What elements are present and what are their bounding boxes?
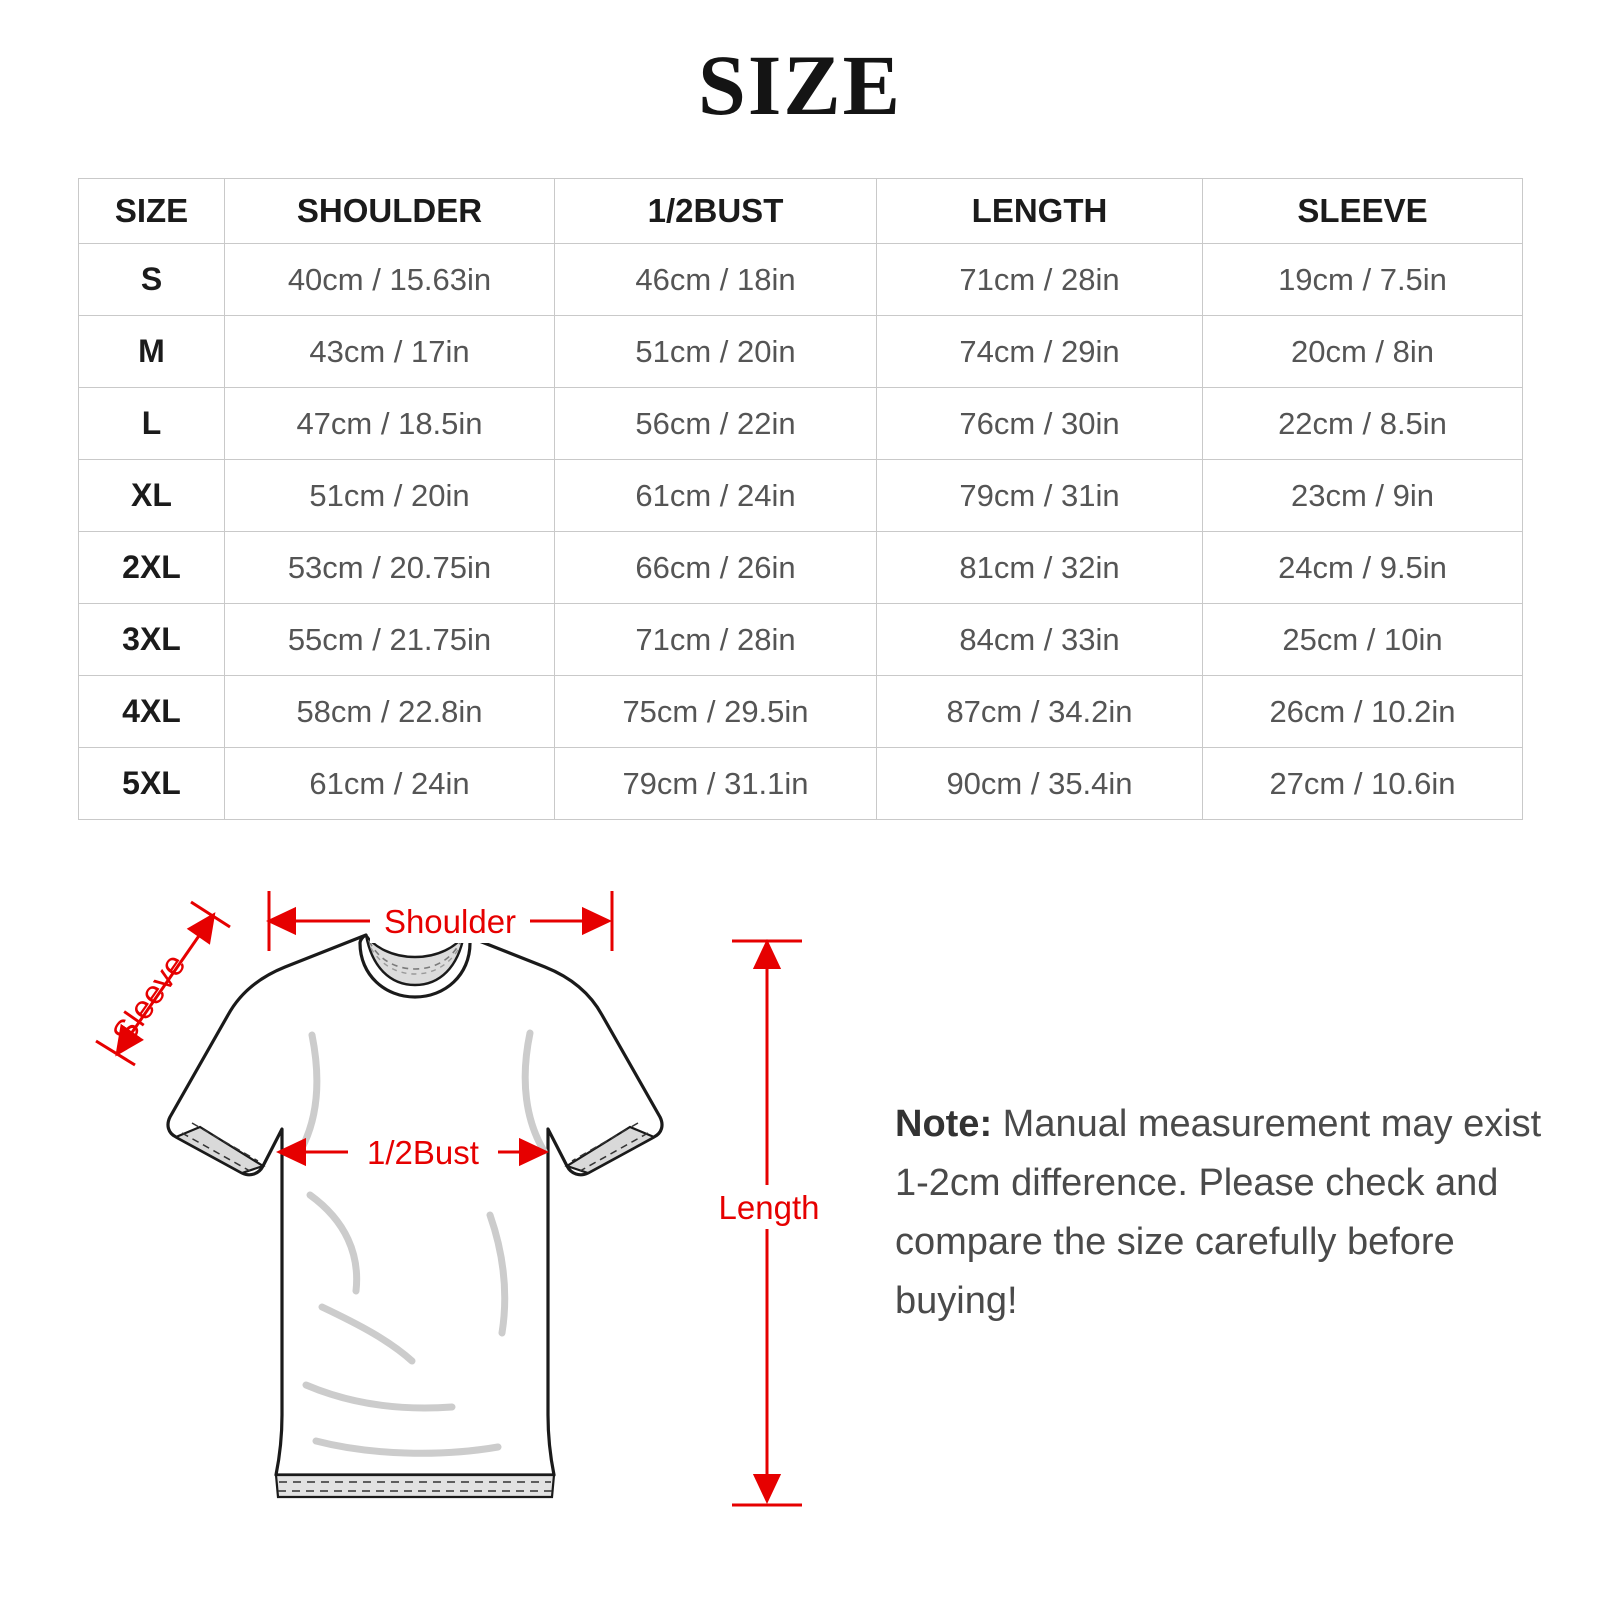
table-header-row — [79, 179, 1523, 244]
cell-size: L — [79, 388, 225, 460]
cell-size: 4XL — [79, 676, 225, 748]
cell-length: 81cm / 32in — [877, 532, 1203, 604]
tshirt-illustration — [168, 935, 662, 1497]
cell-size: 3XL — [79, 604, 225, 676]
length-measurement-annotation — [708, 941, 830, 1505]
cell-bust: 46cm / 18in — [555, 244, 877, 316]
cell-length: 79cm / 31in — [877, 460, 1203, 532]
cell-shoulder: 51cm / 20in — [225, 460, 555, 532]
note-label: Note: — [895, 1103, 993, 1145]
table-row — [79, 748, 1523, 820]
cell-bust: 79cm / 31.1in — [555, 748, 877, 820]
cell-bust: 51cm / 20in — [555, 316, 877, 388]
column-header-sleeve: SLEEVE — [1203, 179, 1523, 244]
cell-shoulder: 58cm / 22.8in — [225, 676, 555, 748]
cell-shoulder: 43cm / 17in — [225, 316, 555, 388]
cell-shoulder: 40cm / 15.63in — [225, 244, 555, 316]
cell-sleeve: 22cm / 8.5in — [1203, 388, 1523, 460]
cell-size: XL — [79, 460, 225, 532]
shoulder-measurement-annotation — [269, 891, 612, 951]
note-text — [895, 1095, 1555, 1331]
cell-sleeve: 26cm / 10.2in — [1203, 676, 1523, 748]
cell-size: M — [79, 316, 225, 388]
sleeve-label: Sleeve — [104, 946, 193, 1051]
shoulder-label: Shoulder — [383, 903, 517, 940]
cell-sleeve: 19cm / 7.5in — [1203, 244, 1523, 316]
column-header-bust: 1/2BUST — [555, 179, 877, 244]
table-row — [79, 532, 1523, 604]
cell-sleeve: 24cm / 9.5in — [1203, 532, 1523, 604]
cell-bust: 75cm / 29.5in — [555, 676, 877, 748]
cell-shoulder: 55cm / 21.75in — [225, 604, 555, 676]
cell-shoulder: 47cm / 18.5in — [225, 388, 555, 460]
length-label: Length — [718, 1189, 820, 1226]
table-row — [79, 316, 1523, 388]
cell-length: 87cm / 34.2in — [877, 676, 1203, 748]
table-row — [79, 244, 1523, 316]
cell-length: 71cm / 28in — [877, 244, 1203, 316]
table-row — [79, 604, 1523, 676]
cell-sleeve: 27cm / 10.6in — [1203, 748, 1523, 820]
tshirt-measurement-diagram — [60, 855, 860, 1555]
column-header-shoulder: SHOULDER — [225, 179, 555, 244]
cell-length: 90cm / 35.4in — [877, 748, 1203, 820]
cell-length: 84cm / 33in — [877, 604, 1203, 676]
column-header-length: LENGTH — [877, 179, 1203, 244]
note-body: Manual measurement may exist 1-2cm difference. Please check and compare the size carefully before buying! — [895, 1103, 1542, 1322]
cell-size: S — [79, 244, 225, 316]
cell-sleeve: 25cm / 10in — [1203, 604, 1523, 676]
table-row — [79, 676, 1523, 748]
cell-length: 76cm / 30in — [877, 388, 1203, 460]
table-row — [79, 388, 1523, 460]
cell-bust: 56cm / 22in — [555, 388, 877, 460]
cell-sleeve: 23cm / 9in — [1203, 460, 1523, 532]
cell-bust: 71cm / 28in — [555, 604, 877, 676]
cell-shoulder: 53cm / 20.75in — [225, 532, 555, 604]
cell-shoulder: 61cm / 24in — [225, 748, 555, 820]
table-row — [79, 460, 1523, 532]
cell-sleeve: 20cm / 8in — [1203, 316, 1523, 388]
sleeve-measurement-annotation — [96, 902, 230, 1065]
bust-label: 1/2Bust — [367, 1134, 479, 1171]
column-header-size: SIZE — [79, 179, 225, 244]
cell-size: 5XL — [79, 748, 225, 820]
cell-bust: 66cm / 26in — [555, 532, 877, 604]
cell-size: 2XL — [79, 532, 225, 604]
cell-length: 74cm / 29in — [877, 316, 1203, 388]
size-chart-table — [78, 178, 1523, 820]
cell-bust: 61cm / 24in — [555, 460, 877, 532]
page-title: SIZE — [697, 37, 903, 133]
